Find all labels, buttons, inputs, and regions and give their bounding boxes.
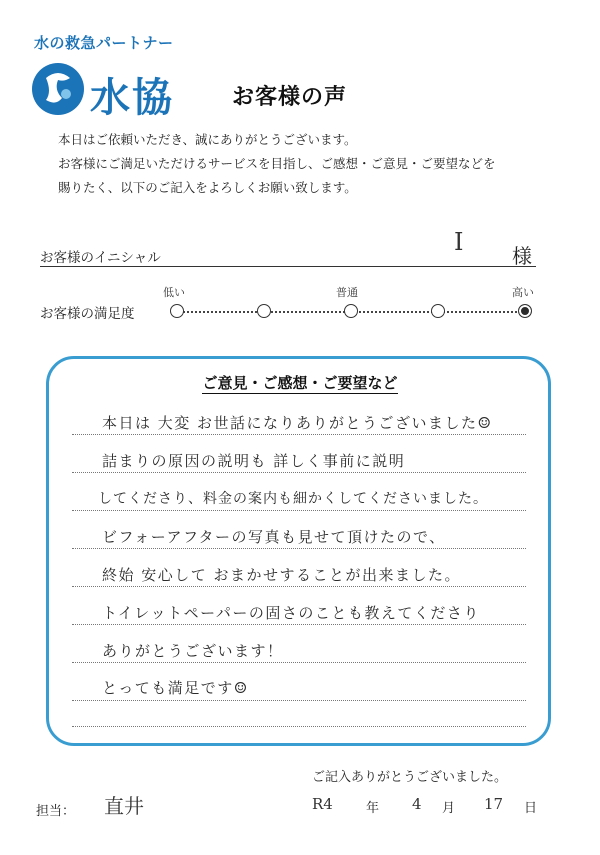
comment-line-8[interactable]: とっても満足です☺ [102, 679, 249, 697]
intro-line-2: お客様にご満足いただけるサービスを目指し、ご感想・ご意見・ご要望などを [58, 156, 496, 171]
scale-label-low: 低い [163, 286, 185, 299]
comment-box-title-text: ご意見・ご感想・ご要望など [202, 374, 398, 392]
logo-text: 水協 [90, 75, 174, 121]
date-year-unit: 年 [366, 801, 380, 816]
rating-option-4[interactable] [431, 304, 445, 318]
initial-label: お客様のイニシャル [40, 250, 161, 266]
comment-line-5[interactable]: 終始 安心して おまかせすることが出来ました。 [102, 566, 462, 584]
date-day[interactable]: 17 [484, 795, 504, 813]
comment-line-7[interactable]: ありがとうございます！ [102, 642, 284, 660]
rating-option-2[interactable] [257, 304, 271, 318]
date-era[interactable]: R4 [312, 795, 333, 813]
rating-option-5[interactable] [518, 304, 532, 318]
page-title: お客様の声 [232, 85, 348, 110]
thanks-message: ご記入ありがとうございました。 [312, 770, 508, 785]
tagline: 水の救急パートナー [34, 34, 174, 52]
initial-suffix: 様 [512, 244, 532, 268]
rating-option-1[interactable] [170, 304, 184, 318]
initial-value[interactable]: I [454, 228, 464, 256]
comment-rule [72, 726, 526, 727]
staff-label: 担当： [36, 804, 76, 819]
comment-line-2[interactable]: 詰まりの原因の説明も 詳しく事前に説明 [102, 452, 406, 470]
initial-underline [40, 266, 536, 267]
comment-line-1[interactable]: 本日は 大変 お世話になりありがとうございました☺ [102, 414, 493, 432]
comment-rule [72, 472, 526, 473]
date-day-unit: 日 [524, 801, 538, 816]
water-drop-logo-icon [32, 63, 84, 115]
comment-rule [72, 586, 526, 587]
scale-label-high: 高い [512, 286, 534, 299]
comment-rule [72, 624, 526, 625]
satisfaction-label: お客様の満足度 [40, 306, 135, 322]
comment-line-4[interactable]: ビフォーアフターの写真も見せて頂けたので、 [102, 528, 446, 546]
intro-line-1: 本日はご依頼いただき、誠にありがとうございます。 [58, 132, 357, 147]
comment-line-6[interactable]: トイレットペーパーの固さのことも教えてくださり [102, 604, 480, 622]
comment-rule [72, 510, 526, 511]
intro-line-3: 賜りたく、以下のご記入をよろしくお願い致します。 [58, 180, 357, 195]
comment-rule [72, 700, 526, 701]
staff-name[interactable]: 直井 [104, 794, 144, 818]
scale-label-mid: 普通 [336, 286, 358, 299]
comment-rule [72, 662, 526, 663]
date-month-unit: 月 [442, 801, 456, 816]
comment-box-title [0, 372, 600, 393]
date-month[interactable]: 4 [412, 795, 422, 813]
comment-rule [72, 548, 526, 549]
comment-line-3[interactable]: してくださり、料金の案内も細かくしてくださいました。 [98, 491, 488, 507]
rating-option-3[interactable] [344, 304, 358, 318]
comment-rule [72, 434, 526, 435]
